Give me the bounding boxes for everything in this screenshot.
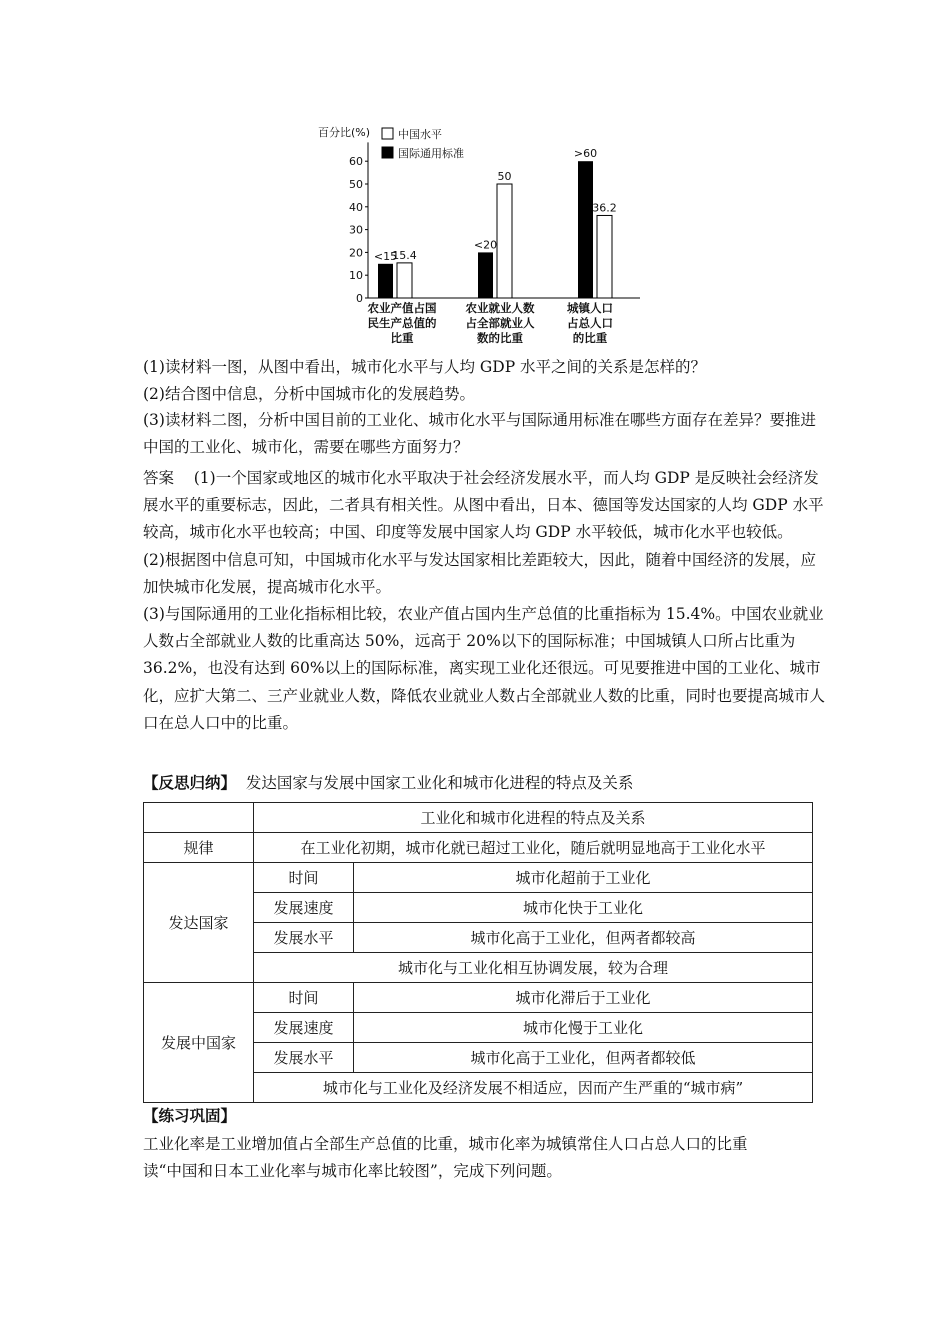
question-1: (1)读材料一图，从图中看出，城市化水平与人均 GDP 水平之间的关系是怎样的？ [143,358,707,376]
answer-p2: (2)根据图中信息可知，中国城市化水平与发达国家相比差距较大，因此，随着中国经济的发展，应加快城市化发展，提高城市化水平。 [143,550,816,596]
bar-label-international: <20 [473,238,498,252]
legend-swatch [382,147,393,158]
answer-p1: (1)一个国家或地区的城市化水平取决于社会经济发展水平，而人均 GDP 是反映社会经济发展水平的重要标志，因此，二者具有相关性。从图中看出，日本、德国等发达国家的人均 GDP 水平较高，城市化水平也较高；中国、印度等发展中国家人均 GDP 水平较低，城市化水平也较低。 [143,469,824,542]
bar-label-china: 50 [497,170,512,183]
answer-p3: (3)与国际通用的工业化指标相比较，农业产值占国内生产总值的比重指标为 15.4%。中国农业就业人数占全部就业人数的比重高达 50%，远高于 20%以下的国际标准；中国城镇人口所占比重为 36.2%，也没有达到 60%以上的国际标准，离实现工业化还很远。可见要推进中国的工业化、城市化，应扩大第二、三产业就业人数，降低农业就业人数占全部就业人数的比重，同时也要提高城市人口在总人口中的比重。 [143,605,826,732]
bar-international [578,161,593,298]
category-label: 占全部就业人 [465,316,535,330]
bars [374,147,617,298]
y-tick-label: 0 [356,292,363,305]
y-tick-label: 20 [349,246,363,260]
table-cell-value: 城市化超前于工业化 [354,863,813,893]
table-cell-value: 城市化滞后于工业化 [354,983,813,1013]
summary-table [143,802,813,1103]
table-cell-value: 城市化高于工业化，但两者都较高 [354,923,813,953]
category-label: 比重 [390,331,414,345]
developed-summary: 城市化与工业化相互协调发展，较为合理 [254,953,813,983]
y-axis-label: 百分比(%) [318,126,371,139]
practice-tag: 【练习巩固】 [143,1106,237,1125]
category-label: 数的比重 [477,331,523,345]
bar-chart [318,118,648,354]
category-label: 民生产总值的 [367,316,437,330]
bar-china [597,215,612,298]
x-categories [368,301,614,345]
table-row [144,803,813,833]
bar-label-china: 36.2 [592,201,617,215]
reflection-tag: 【反思归纳】 [143,773,237,792]
table-cell-key: 时间 [254,983,354,1013]
legend-swatch [382,128,393,139]
bar-label-china: 15.4 [392,248,417,262]
legend-label: 中国水平 [398,128,442,141]
rule-text: 在工业化初期，城市化就已超过工业化，随后就明显地高于工业化水平 [254,833,813,863]
table-cell-key: 发展水平 [254,1043,354,1073]
bar-label-international: <15 [373,249,398,263]
bar-international [378,264,393,298]
category-label: 的比重 [572,331,608,345]
table-corner [144,803,254,833]
reflection-heading [143,772,633,794]
y-tick-label: 60 [349,155,363,169]
answer-label: 答案 [143,469,175,487]
table-header: 工业化和城市化进程的特点及关系 [254,803,813,833]
rule-label: 规律 [144,833,254,863]
y-tick-label: 40 [349,200,363,214]
y-tick-label: 50 [349,178,363,191]
table-cell-value: 城市化高于工业化，但两者都较低 [354,1043,813,1073]
table-row [144,983,813,1013]
category-label: 城镇人口 [567,301,613,315]
table-cell-value: 城市化慢于工业化 [354,1013,813,1043]
table-cell-key: 发展速度 [254,893,354,923]
reflection-title: 发达国家与发展中国家工业化和城市化进程的特点及关系 [245,774,634,792]
legend-label: 国际通用标准 [398,147,464,160]
question-3: (3)读材料二图，分析中国目前的工业化、城市化水平与国际通用标准在哪些方面存在差异？要推进中国的工业化、城市化，需要在哪些方面努力？ [143,411,816,457]
bar-china [397,263,412,298]
developing-summary: 城市化与工业化及经济发展不相适应，因而产生严重的“城市病” [254,1073,813,1103]
y-tick-label: 30 [349,223,363,237]
category-label: 占总人口 [567,316,613,330]
y-tick-label: 10 [349,269,363,283]
category-label: 农业产值占国 [367,301,437,315]
table-cell-value: 城市化快于工业化 [354,893,813,923]
table-row [144,863,813,893]
question-2: (2)结合图中信息，分析中国城市化的发展趋势。 [143,385,475,403]
answer-block [143,465,828,737]
practice-line-1: 工业化率是工业增加值占全部生产总值的比重，城市化率为城镇常住人口占总人口的比重 [143,1135,748,1153]
developed-label: 发达国家 [144,863,254,983]
bar-international [478,252,493,298]
practice-line-2: 读“中国和日本工业化率与城市化率比较图”，完成下列问题。 [143,1162,562,1180]
table-cell-key: 发展速度 [254,1013,354,1043]
developing-label: 发展中国家 [144,983,254,1103]
table-row [144,833,813,863]
category-label: 农业就业人数 [465,301,535,315]
table-cell-key: 发展水平 [254,923,354,953]
bar-china [497,184,512,298]
table-cell-key: 时间 [254,863,354,893]
chart-legend [382,127,464,160]
bar-label-international: >60 [573,147,598,161]
